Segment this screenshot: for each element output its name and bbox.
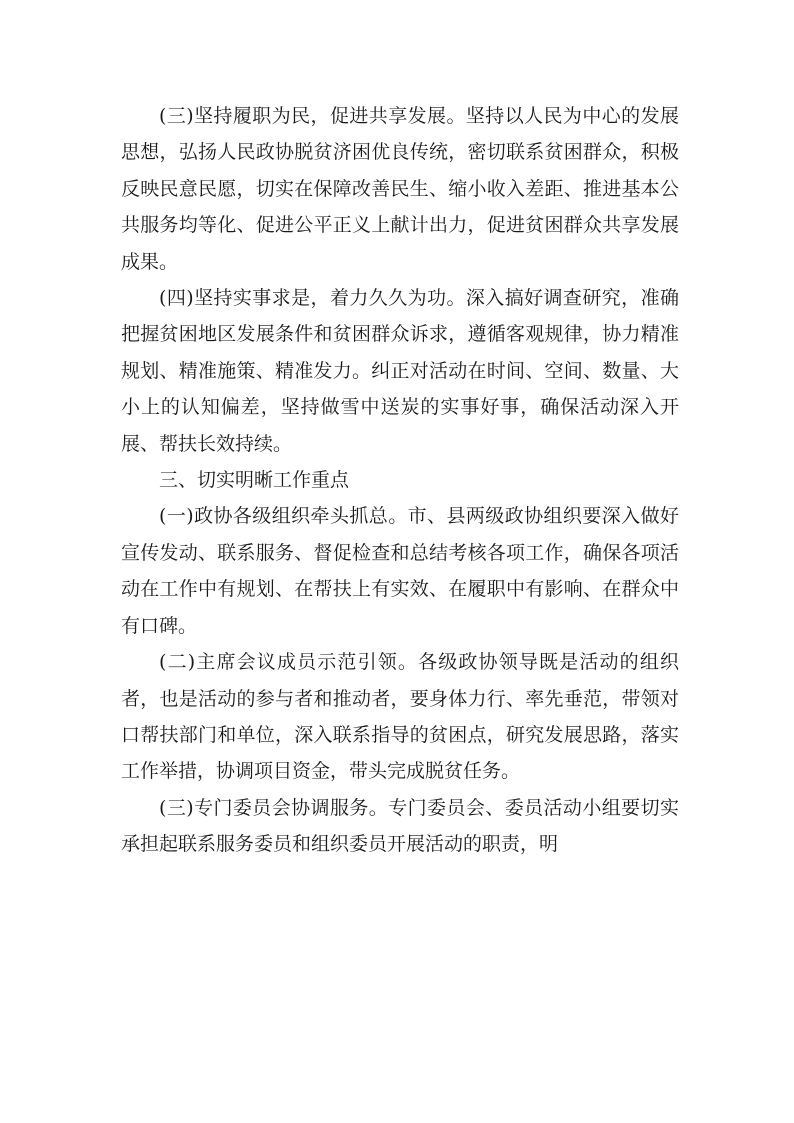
section-heading-3: 三、切实明晰工作重点: [159, 469, 350, 492]
paragraph-focus-1: (一)政协各级组织牵头抓总。市、县两级政协组织要深入做好宣传发动、联系服务、督促检查和总结考核各项工作，确保各项活动在工作中有规划、在帮扶上有实效、在履职中有影响、在群众中有口碑。: [121, 505, 679, 637]
document-body: [121, 98, 679, 863]
paragraph-principle-3: (三)坚持履职为民，促进共享发展。坚持以人民为中心的发展思想，弘扬人民政协脱贫济困优良传统，密切联系贫困群众，积极反映民意民愿，切实在保障改善民生、缩小收入差距、推进基本公共服务均等化、促进公平正义上献计出力，促进贫困群众共享发展成果。: [121, 105, 679, 273]
paragraph-focus-2: (二)主席会议成员示范引领。各级政协领导既是活动的组织者，也是活动的参与者和推动者，要身体力行、率先垂范，带领对口帮扶部门和单位，深入联系指导的贫困点，研究发展思路，落实工作举措，协调项目资金，带头完成脱贫任务。: [121, 651, 679, 783]
paragraph-focus-3: (三)专门委员会协调服务。专门委员会、委员活动小组要切实承担起联系服务委员和组织委员开展活动的职责，明: [121, 796, 679, 856]
paragraph-principle-4: (四)坚持实事求是，着力久久为功。深入搞好调查研究，准确把握贫困地区发展条件和贫困群众诉求，遵循客观规律，协力精准规划、精准施策、精准发力。纠正对活动在时间、空间、数量、大小上的认知偏差，坚持做雪中送炭的实事好事，确保活动深入开展、帮扶长效持续。: [121, 287, 679, 455]
